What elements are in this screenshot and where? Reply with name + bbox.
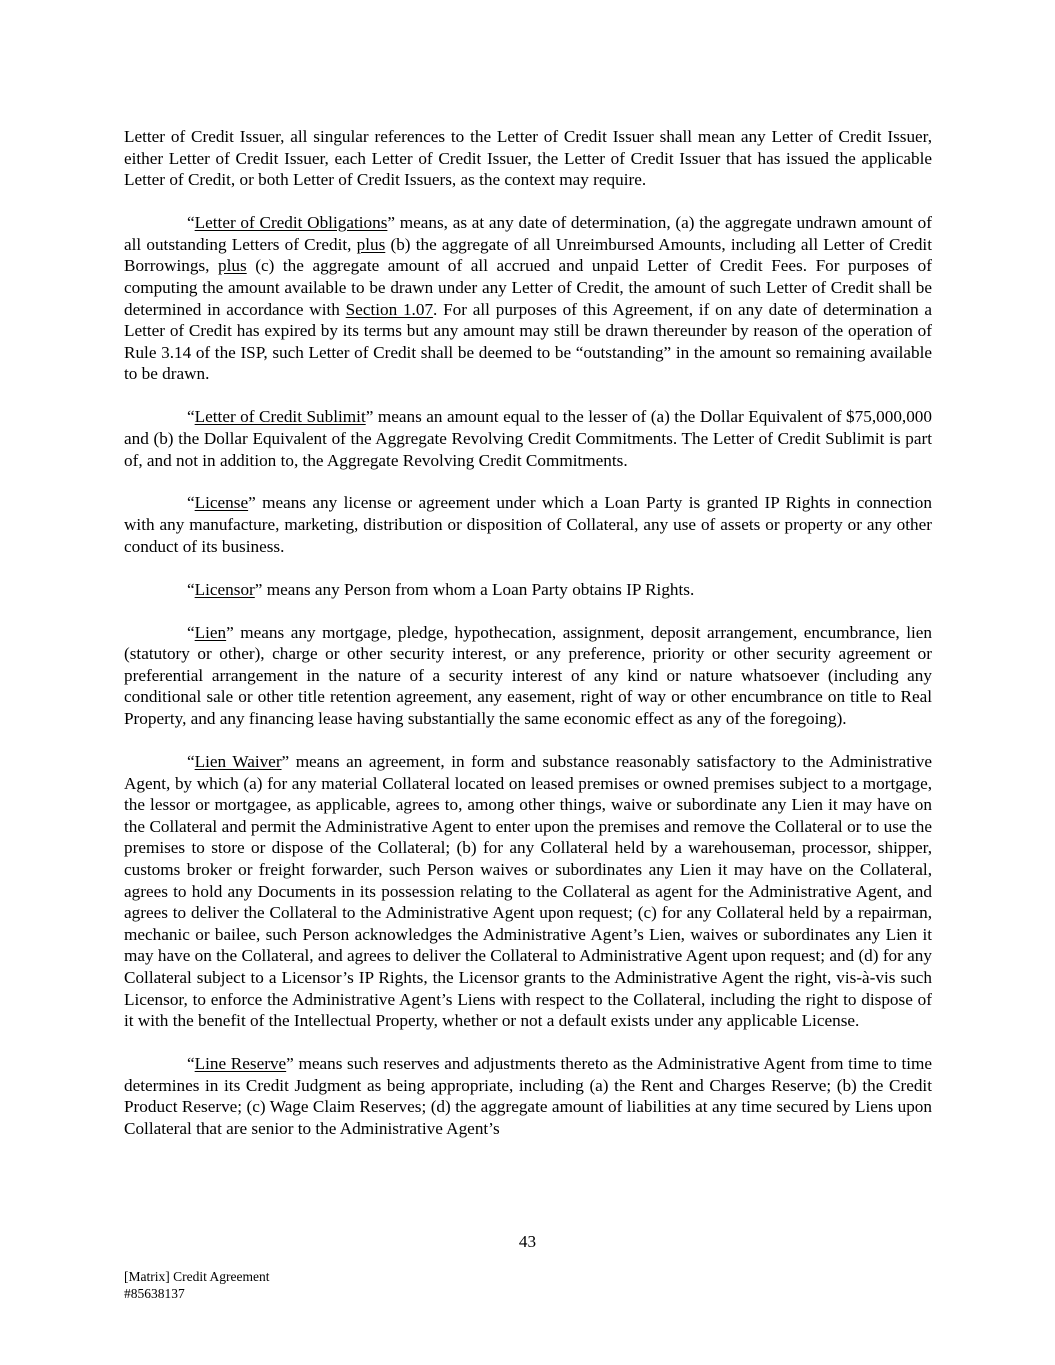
paragraph-text: “ (187, 493, 195, 513)
paragraph-text: ” means any Person from whom a Loan Party obtains IP Rights. (254, 579, 695, 599)
paragraph-text: ” means an agreement, in form and substance reasonably satisfactory to the Administrative Agent, by which (a) for any material Collateral located on leased premises or owned premises subject to a mortgage, the lessor or mortgagee, as applicable, agrees to, among other things, waive or subordinate any Lien it may have on the Collateral and permit the Administrative Agent to enter upon the premises and remove the Collateral or to use the premises to store or dispose of the Collateral; (b) for any Collateral held by a warehouseman, processor, shipper, customs broker or freight forwarder, such Person waives or subordinates any Lien it may have on the Collateral, agrees to hold any Documents in its possession relating to the Collateral as agent for the Administrative Agent, and agrees to deliver the Collateral to the Administrative Agent upon request; (c) for any Collateral held by a repairman, mechanic or bailee, such Person acknowledges the Administrative Agent’s Lien, waives or subordinates any Lien it may have on the Collateral, and agrees to deliver the Collateral to Administrative Agent upon request; and (d) for any Collateral subject to a Licensor’s IP Rights, the Licensor grants to the Administrative Agent the right, vis-à-vis such Licensor, to enforce the Administrative Agent’s Liens with respect to the Collateral, including the right to dispose of it with the benefit of the Intellectual Property, whether or not a default exists under any applicable License. (124, 752, 932, 1031)
paragraph-text: ” means an amount equal to the lesser of (a) the Dollar Equivalent of $75,000,000 and (b) the Dollar Equivalent of the Aggregate Revolving Credit Commitments. The Letter of Credit Sublimit is part of, and not in addition to, the Aggregate Revolving Credit Commitments. (124, 407, 932, 470)
footer (124, 1269, 269, 1302)
paragraph-text: (b) the aggregate of all Unreimbursed Amounts, including all Letter of Credit Borrowings, (124, 234, 932, 276)
paragraph (124, 579, 932, 601)
paragraph-text: “ (187, 213, 195, 233)
paragraph-text: “ (187, 579, 195, 599)
paragraph (124, 751, 932, 1032)
defined-term: Letter of Credit Obligations (194, 213, 388, 233)
document-body (124, 126, 932, 1161)
paragraph (124, 406, 932, 471)
defined-term: Lien Waiver (194, 752, 282, 771)
defined-term: Lien (194, 622, 227, 642)
paragraph (124, 126, 932, 191)
defined-term: plus (218, 256, 247, 276)
paragraph-text: ” means any license or agreement under which a Loan Party is granted IP Rights in connection with any manufacture, marketing, distribution or disposition of Collateral, any use of assets or property or any other conduct of its business. (124, 493, 932, 556)
paragraph-text: “ (187, 407, 195, 427)
footer-document-title: [Matrix] Credit Agreement (124, 1269, 270, 1284)
defined-term: Line Reserve (194, 1054, 287, 1074)
paragraph-text: “ (187, 622, 195, 642)
paragraph (124, 1053, 932, 1139)
footer-document-number: #85638137 (124, 1285, 185, 1301)
paragraph-text: ” means, as at any date of determination, (a) the aggregate undrawn amount of all outstanding Letters of Credit, (124, 213, 932, 254)
paragraph-text: . For all purposes of this Agreement, if on any date of determination a Letter of Credit has expired by its terms but any amount may still be drawn thereunder by reason of the operation of Rule 3.14 of the ISP, such Letter of Credit shall be deemed to be “outstanding” in the amount so remaining available to be drawn. (124, 299, 932, 384)
paragraph-text: Letter of Credit Issuer, all singular references to the Letter of Credit Issuer shall mean any Letter of Credit Issuer, either Letter of Credit Issuer, each Letter of Credit Issuer, the Letter of Credit Issuer that has issued the applicable Letter of Credit, or both Letter of Credit Issuers, as the context may require. (124, 127, 932, 190)
paragraph-text: “ (187, 1054, 195, 1074)
defined-term: License (194, 493, 249, 513)
paragraph (124, 212, 932, 385)
paragraph-text: ” means such reserves and adjustments thereto as the Administrative Agent from time to time determines in its Credit Judgment as being appropriate, including (a) the Rent and Charges Reserve; (b) the Credit Product Reserve; (c) Wage Claim Reserves; (d) the aggregate amount of liabilities at any time secured by Liens upon Collateral that are senior to the Administrative Agent’s (124, 1054, 932, 1138)
paragraph (124, 492, 932, 557)
paragraph (124, 622, 932, 730)
paragraph-text: “ (187, 752, 195, 771)
defined-term: Licensor (194, 579, 255, 599)
defined-term: plus (356, 234, 386, 254)
defined-term: Letter of Credit Sublimit (194, 407, 366, 427)
defined-term: Section 1.07 (345, 299, 434, 319)
page-number: 43 (518, 1232, 537, 1251)
paragraph-text: (c) the aggregate amount of all accrued and unpaid Letter of Credit Fees. For purposes of computing the amount available to be drawn under any Letter of Credit, the amount of such Letter of Credit shall be determined in accordance with (124, 256, 932, 319)
paragraph-text: ” means any mortgage, pledge, hypothecation, assignment, deposit arrangement, encumbrance, lien (statutory or other), charge or other security interest, or any preference, priority or other security agreement or preferential arrangement in the nature of a security interest of any kind or nature whatsoever (including any conditional sale or other title retention agreement, any easement, right of way or other encumbrance on title to Real Property, and any financing lease having substantially the same economic effect as any of the foregoing). (124, 622, 932, 729)
